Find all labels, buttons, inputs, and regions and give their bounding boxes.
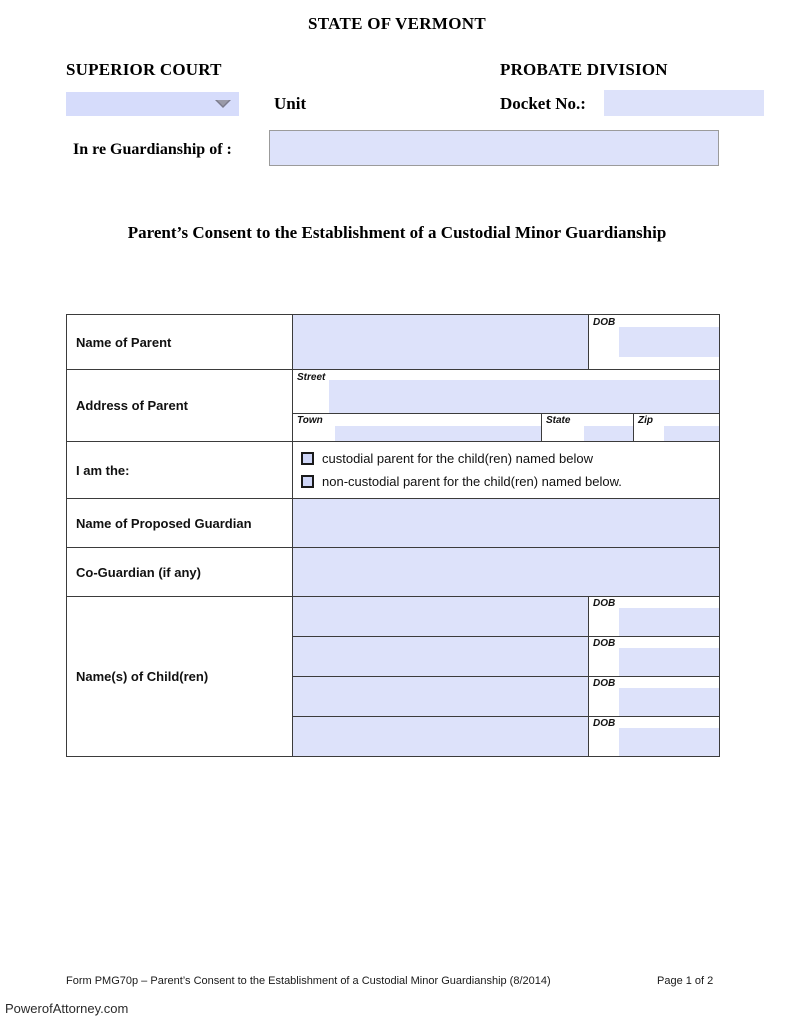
address-state-cell	[541, 414, 633, 441]
watermark-text: PowerofAttorney.com	[5, 1001, 129, 1016]
dob-label: DOB	[593, 718, 616, 729]
checkbox-option-non-custodial-parent[interactable]	[301, 470, 719, 493]
name-of-parent-dob-input[interactable]	[619, 327, 719, 357]
dob-label: DOB	[593, 317, 616, 328]
child-row	[293, 677, 719, 717]
child-row	[293, 597, 719, 637]
in-re-guardianship-input[interactable]	[269, 130, 719, 166]
row-value-proposed-guardian	[293, 499, 720, 548]
superior-court-heading: SUPERIOR COURT	[66, 60, 222, 79]
town-label: Town	[297, 415, 323, 426]
row-value-address-of-parent	[293, 370, 720, 442]
table-row-proposed-guardian	[67, 499, 720, 548]
court-unit-dropdown[interactable]	[66, 92, 239, 116]
row-value-children	[293, 597, 720, 757]
child-name-input-4[interactable]	[293, 717, 588, 756]
co-guardian-input[interactable]	[293, 548, 719, 596]
page-title: STATE OF VERMONT	[308, 14, 486, 33]
docket-no-input[interactable]	[604, 90, 764, 116]
dob-label: DOB	[593, 638, 616, 649]
child-row	[293, 637, 719, 677]
checkbox-option-custodial-parent[interactable]	[301, 447, 719, 470]
docket-no-label: Docket No.:	[500, 94, 586, 113]
checkbox-label-custodial: custodial parent for the child(ren) named below	[322, 451, 593, 466]
proposed-guardian-input[interactable]	[293, 499, 719, 547]
unit-label: Unit	[274, 94, 307, 113]
row-value-name-of-parent	[293, 315, 720, 370]
table-row-children	[67, 597, 720, 757]
address-street-cell	[293, 370, 719, 414]
checkbox-icon-custodial[interactable]	[301, 452, 314, 465]
address-town-input[interactable]	[335, 426, 541, 441]
address-town-cell	[293, 414, 541, 441]
row-label-co-guardian: Co-Guardian (if any)	[67, 548, 293, 597]
child-dob-input-2[interactable]	[619, 648, 719, 676]
row-label-proposed-guardian: Name of Proposed Guardian	[67, 499, 293, 548]
probate-division-heading: PROBATE DIVISION	[500, 60, 668, 79]
in-re-guardianship-label: In re Guardianship of :	[73, 141, 232, 158]
child-name-input-1[interactable]	[293, 597, 588, 636]
name-of-parent-input[interactable]	[293, 315, 588, 369]
address-state-input[interactable]	[584, 426, 633, 441]
table-row-i-am-the	[67, 442, 720, 499]
child-row	[293, 717, 719, 756]
child-dob-input-4[interactable]	[619, 728, 719, 756]
chevron-down-icon-inner	[217, 100, 229, 106]
address-zip-input[interactable]	[664, 426, 719, 441]
child-dob-cell-1	[588, 597, 719, 636]
child-dob-cell-2	[588, 637, 719, 676]
checkbox-label-non-custodial: non-custodial parent for the child(ren) named below.	[322, 474, 622, 489]
checkbox-icon-non-custodial[interactable]	[301, 475, 314, 488]
row-label-name-of-parent: Name of Parent	[67, 315, 293, 370]
footer-page-number: Page 1 of 2	[657, 975, 714, 987]
row-value-i-am-the	[293, 442, 720, 499]
child-dob-cell-4	[588, 717, 719, 756]
child-dob-input-1[interactable]	[619, 608, 719, 636]
form-title: Parent’s Consent to the Establishment of a Custodial Minor Guardianship	[127, 223, 667, 242]
child-name-input-3[interactable]	[293, 677, 588, 716]
table-row-address-of-parent	[67, 370, 720, 442]
child-dob-cell-3	[588, 677, 719, 716]
child-dob-input-3[interactable]	[619, 688, 719, 716]
table-row-co-guardian	[67, 548, 720, 597]
child-name-input-2[interactable]	[293, 637, 588, 676]
children-list	[293, 597, 719, 756]
row-label-address-of-parent: Address of Parent	[67, 370, 293, 442]
row-value-co-guardian	[293, 548, 720, 597]
dob-label: DOB	[593, 678, 616, 689]
address-street-input[interactable]	[329, 380, 719, 413]
footer-form-reference: Form PMG70p – Parent’s Consent to the Establishment of a Custodial Minor Guardianship (8/2014)	[66, 975, 551, 987]
table-row-name-of-parent	[67, 315, 720, 370]
zip-label: Zip	[638, 415, 653, 426]
form-table	[66, 314, 720, 757]
street-label: Street	[297, 372, 326, 383]
name-of-parent-dob-cell	[588, 315, 719, 369]
row-label-i-am-the: I am the:	[67, 442, 293, 499]
address-zip-cell	[633, 414, 719, 441]
dob-label: DOB	[593, 598, 616, 609]
row-label-children: Name(s) of Child(ren)	[67, 597, 293, 757]
state-label: State	[546, 415, 571, 426]
